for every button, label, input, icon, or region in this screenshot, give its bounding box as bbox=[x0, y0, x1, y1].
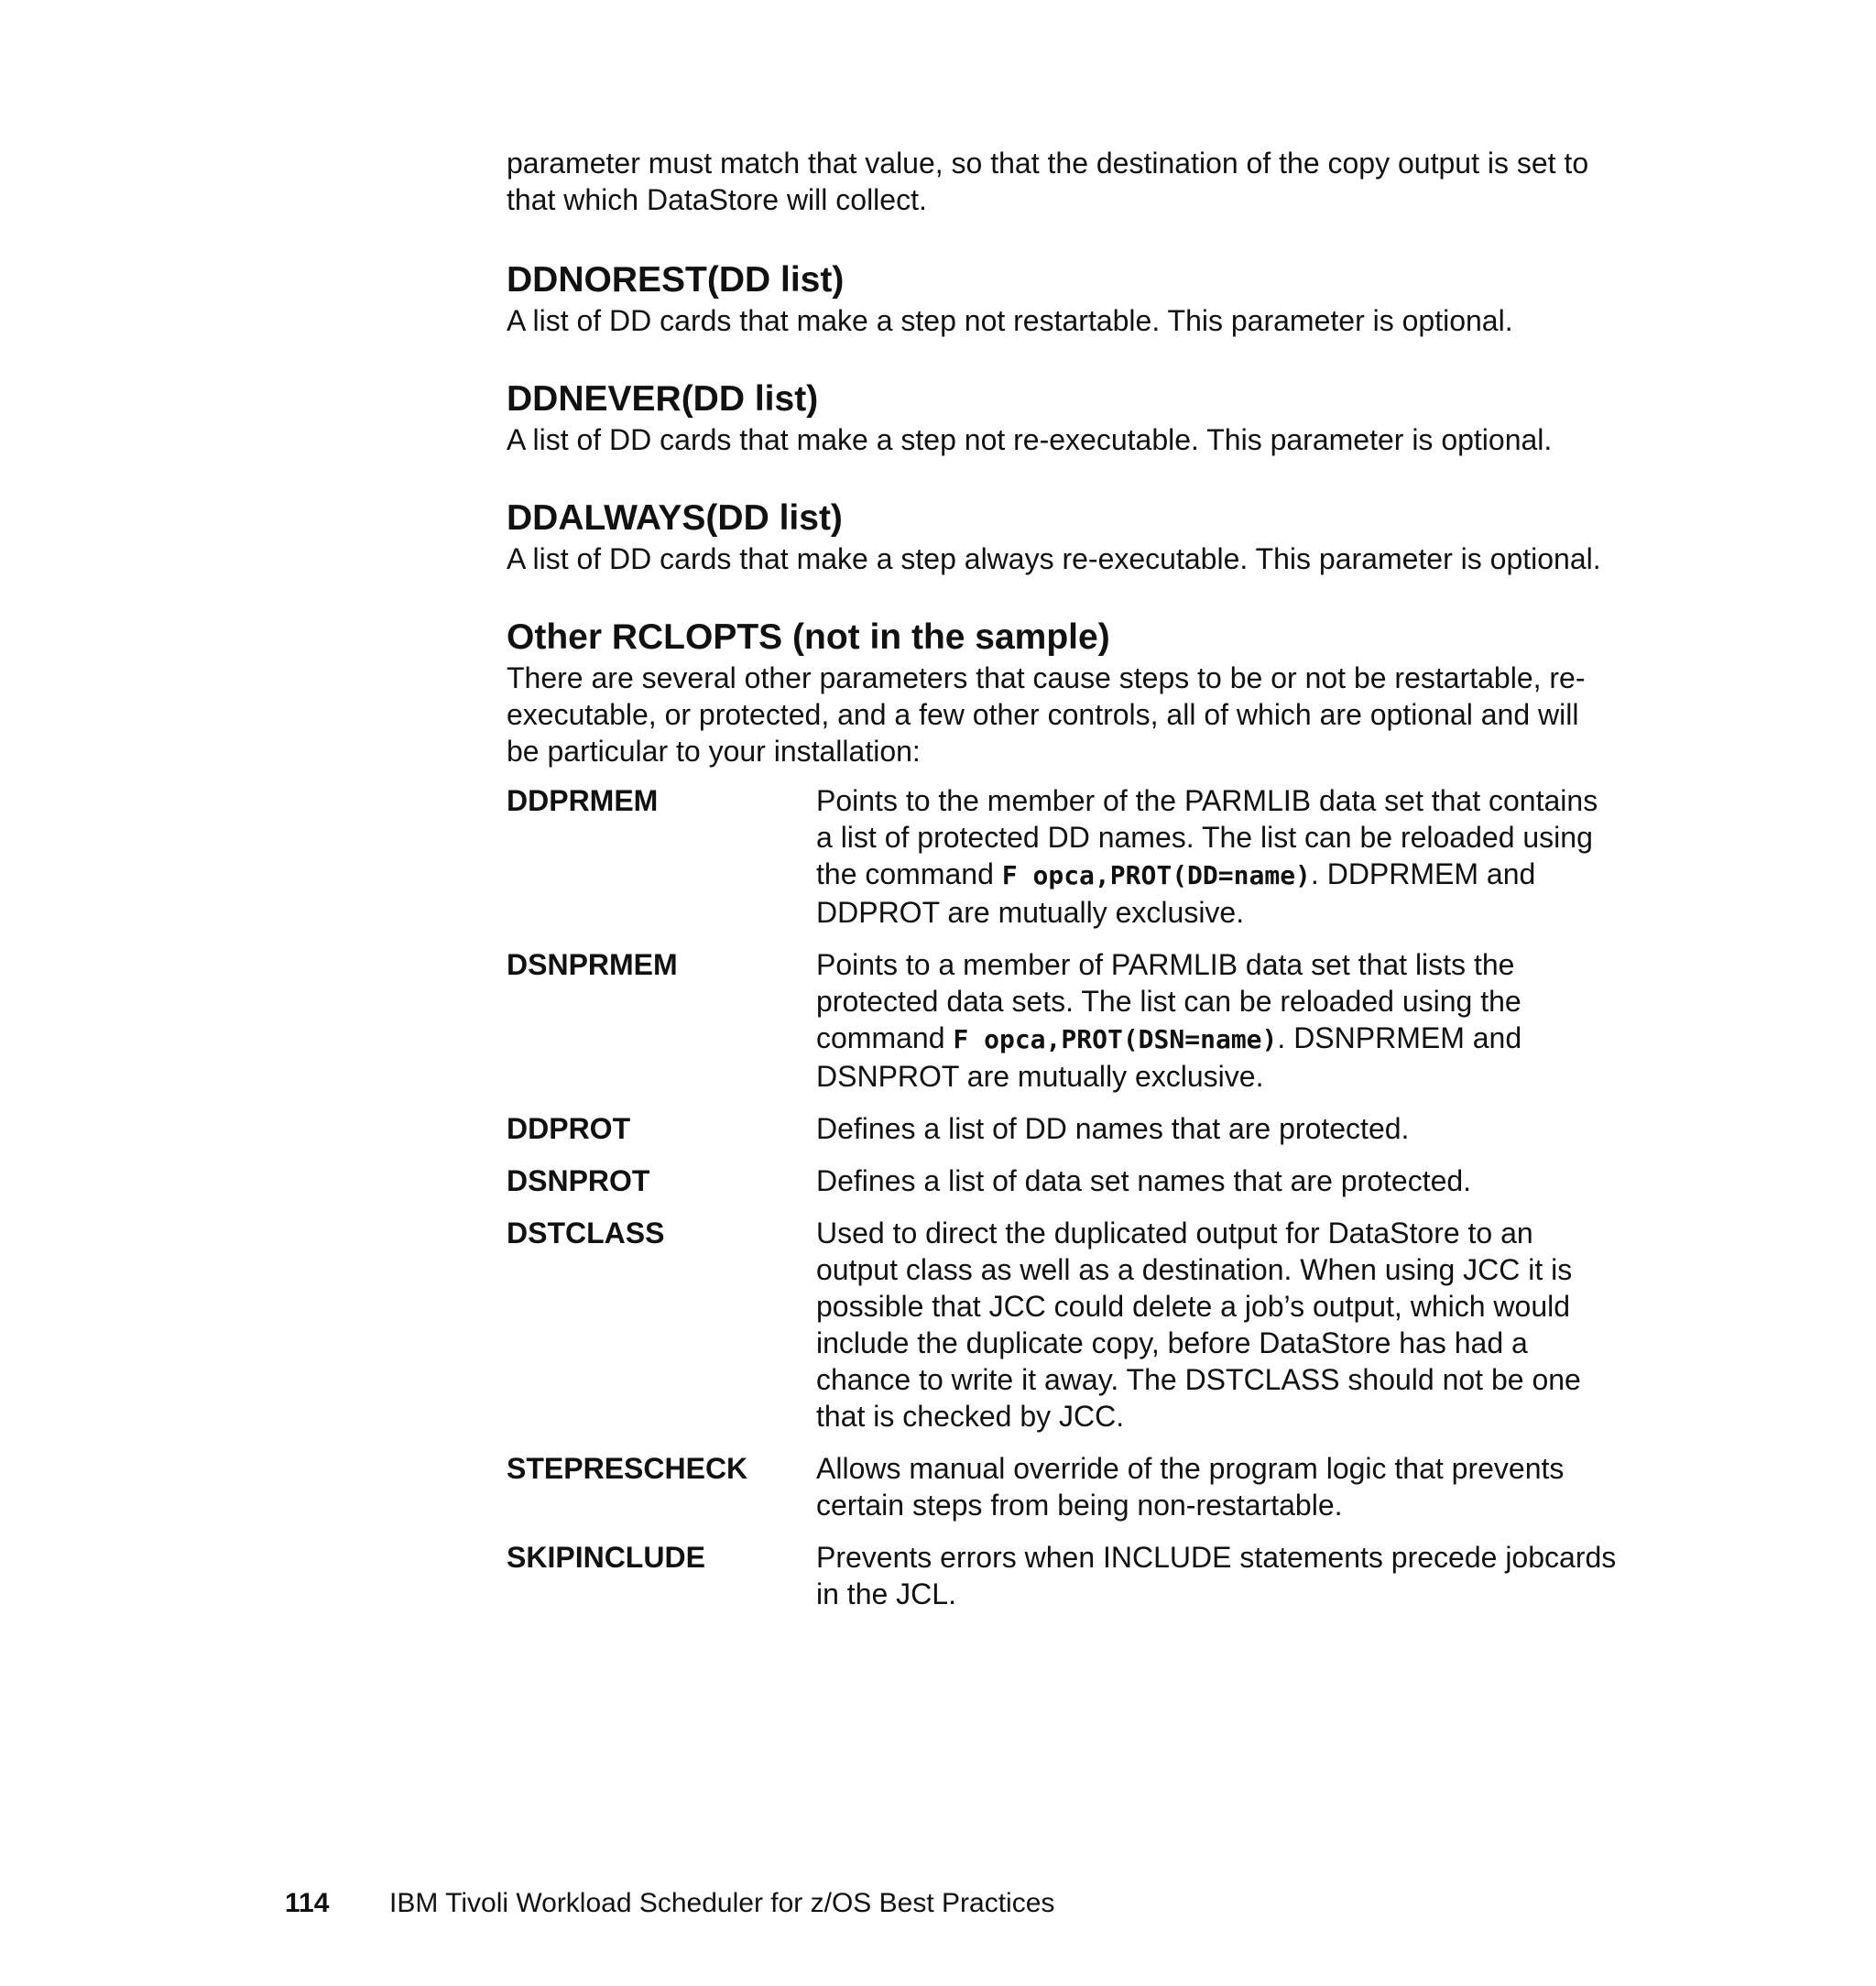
parameter-definition-list bbox=[507, 782, 1617, 1612]
definition-row-dsnprot bbox=[507, 1162, 1617, 1199]
page-number: 114 bbox=[285, 1888, 330, 1918]
definition-row-ddprmem bbox=[507, 782, 1617, 931]
intro-paragraph: parameter must match that value, so that the destination of the copy output is set to that which DataStore will collect. bbox=[507, 147, 1589, 216]
definition-term: DSTCLASS bbox=[507, 1217, 665, 1249]
definition-row-skipinclude bbox=[507, 1539, 1617, 1612]
section-ddnever bbox=[507, 377, 1617, 458]
section-ddnorest bbox=[507, 258, 1617, 339]
definition-row-ddprot bbox=[507, 1110, 1617, 1147]
definition-row-dsnprmem bbox=[507, 946, 1617, 1095]
definition-term: SKIPINCLUDE bbox=[507, 1541, 705, 1574]
definition-term: DSNPROT bbox=[507, 1164, 650, 1197]
definition-term: DSNPRMEM bbox=[507, 948, 678, 981]
definition-text: Points to a member of PARMLIB data set that lists the protected data sets. The list can be reloaded using the command bbox=[816, 948, 1522, 1054]
definition-term: DDPRMEM bbox=[507, 784, 659, 817]
definition-row-dstclass bbox=[507, 1215, 1617, 1435]
page-content bbox=[507, 145, 1617, 1628]
section-text: A list of DD cards that make a step always re-executable. This parameter is optional. bbox=[507, 542, 1601, 575]
definition-term: DDPROT bbox=[507, 1112, 631, 1145]
definition-description bbox=[816, 782, 1617, 931]
section-heading: DDALWAYS(DD list) bbox=[507, 498, 843, 538]
definition-term: STEPRESCHECK bbox=[507, 1452, 748, 1485]
definition-text: . DSNPRMEM and DSNPROT are mutually exclusive. bbox=[816, 1021, 1522, 1093]
section-text: There are several other parameters that cause steps to be or not be restartable, re-executable, or protected, and a few other controls, all of which are optional and will be particular to your installation: bbox=[507, 661, 1586, 768]
definition-text: Points to the member of the PARMLIB data set that contains a list of protected DD names. The list can be reloaded using the command bbox=[816, 784, 1598, 890]
section-heading: DDNEVER(DD list) bbox=[507, 379, 819, 419]
definition-description bbox=[816, 946, 1617, 1095]
book-title: IBM Tivoli Workload Scheduler for z/OS Best Practices bbox=[389, 1888, 1055, 1918]
section-heading: DDNOREST(DD list) bbox=[507, 260, 845, 300]
definition-description: Prevents errors when INCLUDE statements precede jobcards in the JCL. bbox=[816, 1541, 1617, 1610]
definition-description: Defines a list of DD names that are protected. bbox=[816, 1112, 1410, 1145]
page-footer bbox=[285, 1885, 1054, 1922]
definition-description: Used to direct the duplicated output for DataStore to an output class as well as a destination. When using JCC it is possible that JCC could delete a job’s output, which would include the duplicate copy, before DataStore has had a chance to write it away. The DSTCLASS should not be one that is checked by JCC. bbox=[816, 1217, 1581, 1433]
command-code: F opca,PROT(DSN=name) bbox=[953, 1024, 1278, 1054]
definition-row-steprescheck bbox=[507, 1450, 1617, 1523]
section-heading: Other RCLOPTS (not in the sample) bbox=[507, 617, 1110, 657]
section-other-rclopts bbox=[507, 616, 1617, 769]
definition-text: . DDPRMEM and DDPROT are mutually exclusive. bbox=[816, 857, 1536, 929]
section-text: A list of DD cards that make a step not restartable. This parameter is optional. bbox=[507, 304, 1513, 337]
definition-description: Allows manual override of the program logic that prevents certain steps from being non-restartable. bbox=[816, 1452, 1565, 1522]
section-ddalways bbox=[507, 496, 1617, 577]
definition-description: Defines a list of data set names that are protected. bbox=[816, 1164, 1472, 1197]
command-code: F opca,PROT(DD=name) bbox=[1001, 860, 1311, 890]
section-text: A list of DD cards that make a step not re-executable. This parameter is optional. bbox=[507, 423, 1553, 456]
